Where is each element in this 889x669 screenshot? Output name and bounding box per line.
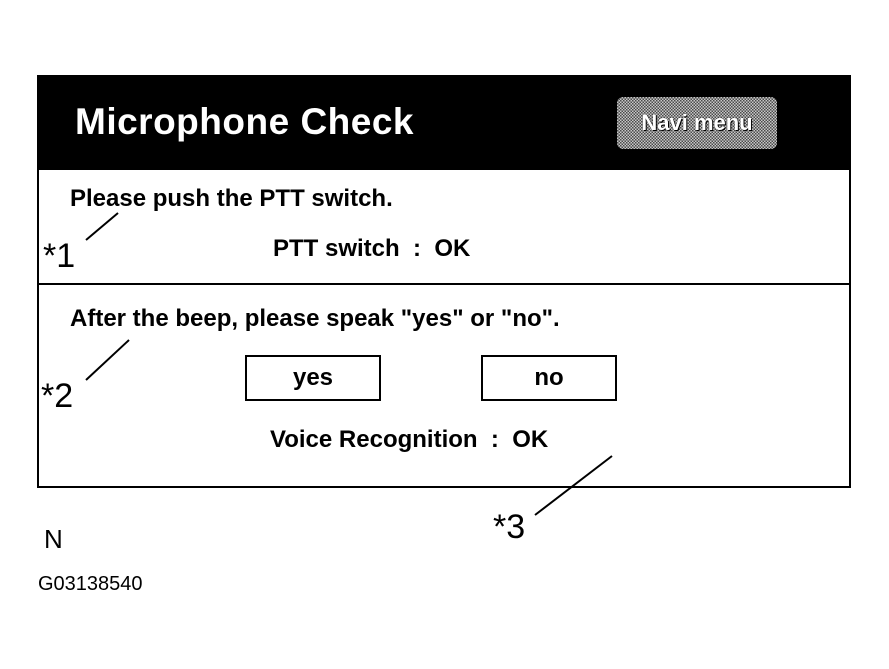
figure-id: G03138540 [38, 573, 143, 595]
voice-recognition-status: Voice Recognition : OK [270, 426, 549, 453]
navi-menu-button[interactable] [617, 97, 777, 149]
microphone-check-screen [37, 75, 851, 488]
ptt-status: PTT switch : OK [273, 235, 471, 262]
no-button[interactable]: no [481, 355, 617, 401]
callout-3-label: *3 [493, 508, 526, 546]
section-divider [39, 283, 849, 285]
header-bar [39, 77, 849, 170]
yes-button[interactable]: yes [245, 355, 381, 401]
callout-1-label: *1 [43, 237, 76, 275]
voice-instruction: After the beep, please speak "yes" or "no". [70, 305, 560, 332]
page-title: Microphone Check [75, 101, 414, 142]
ptt-instruction: Please push the PTT switch. [70, 185, 393, 212]
callout-2-label: *2 [41, 377, 74, 415]
figure-mark: N [44, 524, 63, 554]
navi-menu-label: Navi menu [641, 110, 753, 135]
